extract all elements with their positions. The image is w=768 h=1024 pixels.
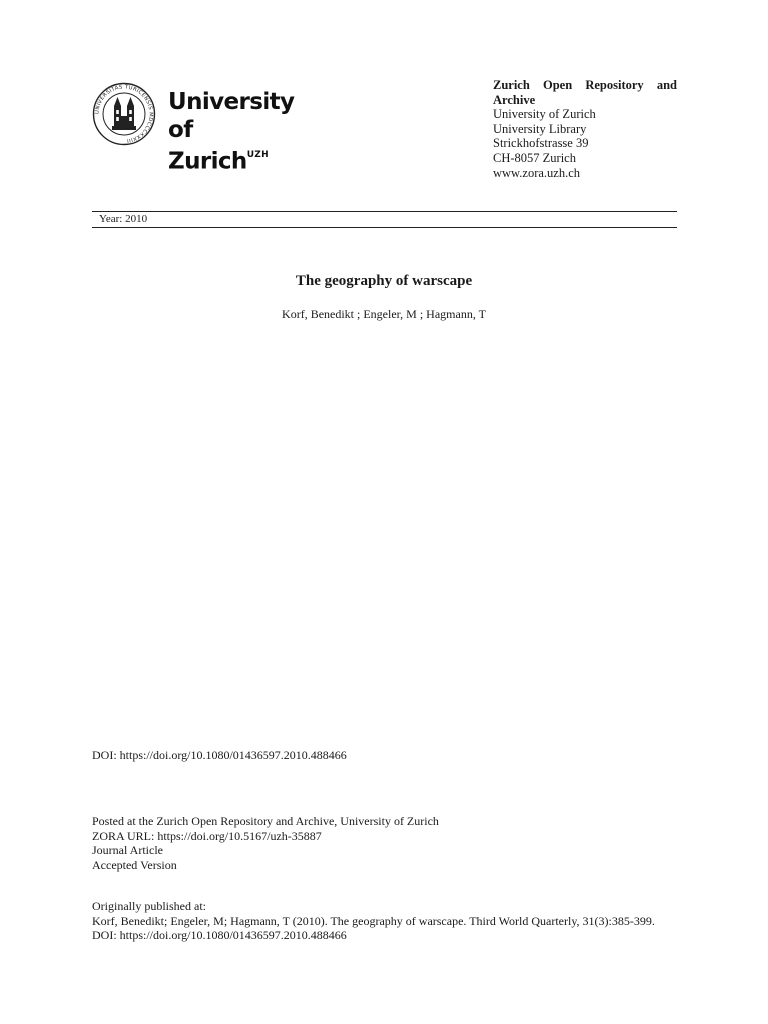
- university-seal-icon: [92, 82, 156, 146]
- university-logo: [92, 82, 322, 175]
- university-name: [168, 88, 322, 176]
- repository-line: Strickhofstrasse 39: [493, 136, 589, 151]
- repository-line: University Library: [493, 121, 587, 136]
- zora-url[interactable]: ZORA URL: https://doi.org/10.5167/uzh-35887: [92, 828, 322, 843]
- repository-line: CH-8057 Zurich: [493, 150, 576, 165]
- repository-title: Zurich Open Repository and Archive: [493, 78, 677, 107]
- logo-line-1: University of: [168, 89, 295, 143]
- original-doi[interactable]: DOI: https://doi.org/10.1080/01436597.2010.488466: [92, 928, 347, 943]
- original-heading: Originally published at:: [92, 899, 206, 913]
- bottom-rule: [92, 227, 677, 228]
- repository-line: University of Zurich: [493, 107, 596, 122]
- item-version: Accepted Version: [92, 857, 177, 872]
- year-label: Year: 2010: [99, 213, 148, 225]
- original-citation: Korf, Benedikt; Engeler, M; Hagmann, T (2010). The geography of warscape. Third World Quarterly, 31(3):385-399.: [92, 913, 655, 928]
- posted-block: [92, 814, 678, 872]
- paper-title: The geography of warscape: [295, 273, 473, 289]
- doi-line[interactable]: DOI: https://doi.org/10.1080/01436597.2010.488466: [92, 748, 347, 762]
- posted-line: Posted at the Zurich Open Repository and Archive, University of Zurich: [92, 814, 439, 828]
- paper-authors: Korf, Benedikt ; Engeler, M ; Hagmann, T: [282, 307, 486, 321]
- item-type: Journal Article: [92, 843, 163, 858]
- logo-line-2: Zurich: [168, 148, 247, 175]
- top-rule: [92, 211, 677, 212]
- repository-url[interactable]: www.zora.uzh.ch: [493, 165, 580, 180]
- logo-superscript: UZH: [246, 150, 269, 160]
- repository-address: [493, 78, 677, 180]
- seal-text: UNIVERSITAS TURICENSIS MDCCCXXXIII: [94, 84, 154, 144]
- original-publication-block: [92, 899, 678, 943]
